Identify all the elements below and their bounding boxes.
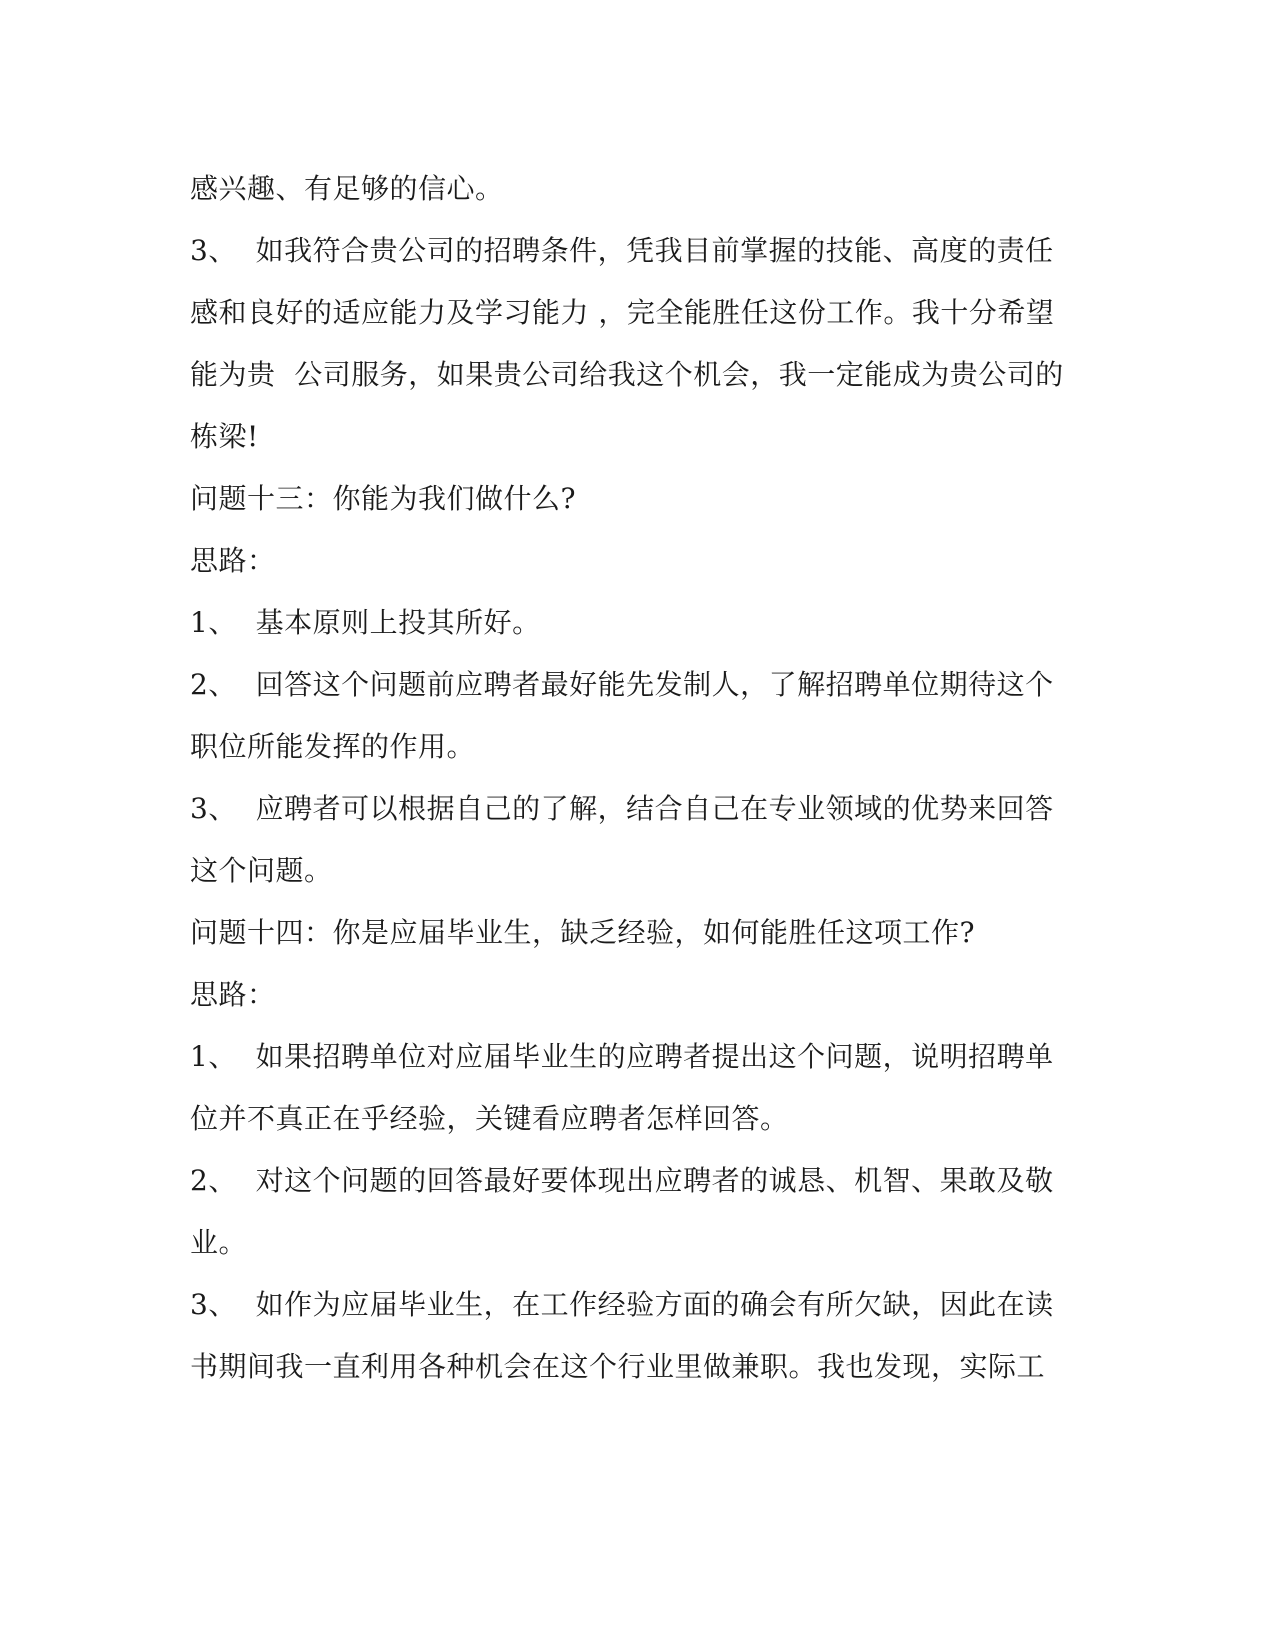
text-line: 2、 对这个问题的回答最好要体现出应聘者的诚恳、机智、果敢及敬 bbox=[190, 1164, 1054, 1197]
text-line: 3、 应聘者可以根据自己的了解，结合自己在专业领域的优势来回答 bbox=[190, 792, 1054, 825]
section-label: 思路： bbox=[190, 978, 276, 1011]
text-line: 1、 基本原则上投其所好。 bbox=[190, 606, 541, 639]
text-line: 1、 如果招聘单位对应届毕业生的应聘者提出这个问题，说明招聘单 bbox=[190, 1040, 1054, 1073]
text-line: 能为贵 公司服务，如果贵公司给我这个机会，我一定能成为贵公司的 bbox=[190, 358, 1064, 391]
text-line: 位并不真正在乎经验，关键看应聘者怎样回答。 bbox=[190, 1102, 789, 1135]
text-line: 3、 如我符合贵公司的招聘条件，凭我目前掌握的技能、高度的责任 bbox=[190, 234, 1054, 267]
text-line: 栋梁! bbox=[190, 420, 259, 453]
text-line: 职位所能发挥的作用。 bbox=[190, 730, 476, 763]
question-heading: 问题十四：你是应届毕业生，缺乏经验，如何能胜任这项工作? bbox=[190, 916, 976, 949]
question-heading: 问题十三：你能为我们做什么? bbox=[190, 482, 577, 515]
text-line: 3、 如作为应届毕业生，在工作经验方面的确会有所欠缺，因此在读 bbox=[190, 1288, 1054, 1321]
text-line: 业。 bbox=[190, 1226, 248, 1259]
text-line: 感和良好的适应能力及学习能力 ，完全能胜任这份工作。我十分希望 bbox=[190, 296, 1055, 329]
text-line: 这个问题。 bbox=[190, 854, 333, 887]
text-line: 感兴趣、有足够的信心。 bbox=[190, 172, 504, 205]
text-line: 书期间我一直利用各种机会在这个行业里做兼职。我也发现，实际工 bbox=[190, 1350, 1046, 1383]
text-line: 2、 回答这个问题前应聘者最好能先发制人，了解招聘单位期待这个 bbox=[190, 668, 1054, 701]
section-label: 思路： bbox=[190, 544, 276, 577]
